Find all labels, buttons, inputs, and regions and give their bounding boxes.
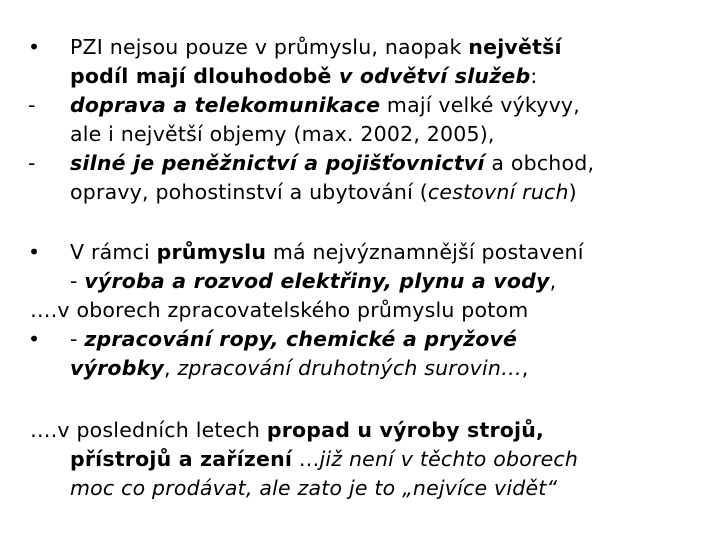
bold-italic-text: výroba a rozvod elektřiny, plynu a vody <box>84 269 550 293</box>
text: V rámci <box>70 240 157 264</box>
block3-line1 <box>30 416 544 445</box>
block2-line3: ….v oborech zpracovatelského průmyslu potom <box>30 298 529 322</box>
block3-line3 <box>70 474 557 503</box>
bullet-3: • <box>28 327 41 351</box>
bold-text: podíl mají dlouhodobě <box>70 64 339 88</box>
italic-text: cestovní ruch <box>427 180 569 204</box>
bullet-2: • <box>28 240 41 264</box>
text: PZI nejsou pouze v průmyslu, naopak <box>70 35 469 59</box>
block1-line2 <box>70 62 537 91</box>
dash-1: - <box>28 93 36 117</box>
text: : <box>530 64 538 88</box>
text: má nejvýznamnější postavení <box>266 240 584 264</box>
block1-line1 <box>70 33 562 62</box>
text: , <box>549 269 557 293</box>
block1-line6 <box>70 178 577 207</box>
text: - <box>70 269 85 293</box>
block2-line1 <box>70 238 584 267</box>
bold-italic-text: doprava a telekomunikace <box>70 93 381 117</box>
bold-italic-text: v odvětví služeb <box>338 64 531 88</box>
block2-line4 <box>70 325 517 354</box>
block2-line5 <box>70 354 529 383</box>
text: mají velké výkyvy, <box>380 93 580 117</box>
bold-italic-text: výrobky <box>70 356 164 380</box>
dash-2: - <box>28 151 36 175</box>
block2-line2 <box>70 267 556 296</box>
text: , <box>521 356 529 380</box>
block1-line4: ale i největší objemy (max. 2002, 2005), <box>70 122 495 146</box>
block3-line2 <box>70 445 578 474</box>
text: a obchod, <box>484 151 595 175</box>
text: - <box>70 327 85 351</box>
italic-text: zpracování druhotných surovin… <box>177 356 522 380</box>
bold-text: průmyslu <box>156 240 267 264</box>
block1-line5 <box>70 149 594 178</box>
text: opravy, pohostinství a ubytování ( <box>70 180 428 204</box>
text: … <box>292 447 320 471</box>
italic-text: již není v těchto oborech <box>319 447 579 471</box>
text: ….v posledních letech <box>30 418 267 442</box>
bold-text: největší <box>468 35 562 59</box>
italic-text: moc co prodávat, ale zato je to „nejvíce vidět“ <box>70 476 558 500</box>
bold-italic-text: silné je peněžnictví a pojišťovnictví <box>70 151 485 175</box>
block1-line3 <box>70 91 580 120</box>
text: ) <box>568 180 577 204</box>
bullet-1: • <box>28 35 41 59</box>
bold-text: propad u výroby strojů, <box>266 418 545 442</box>
text: , <box>164 356 178 380</box>
bold-italic-text: zpracování ropy, chemické a pryžové <box>84 327 518 351</box>
bold-text: přístrojů a zařízení <box>70 447 293 471</box>
